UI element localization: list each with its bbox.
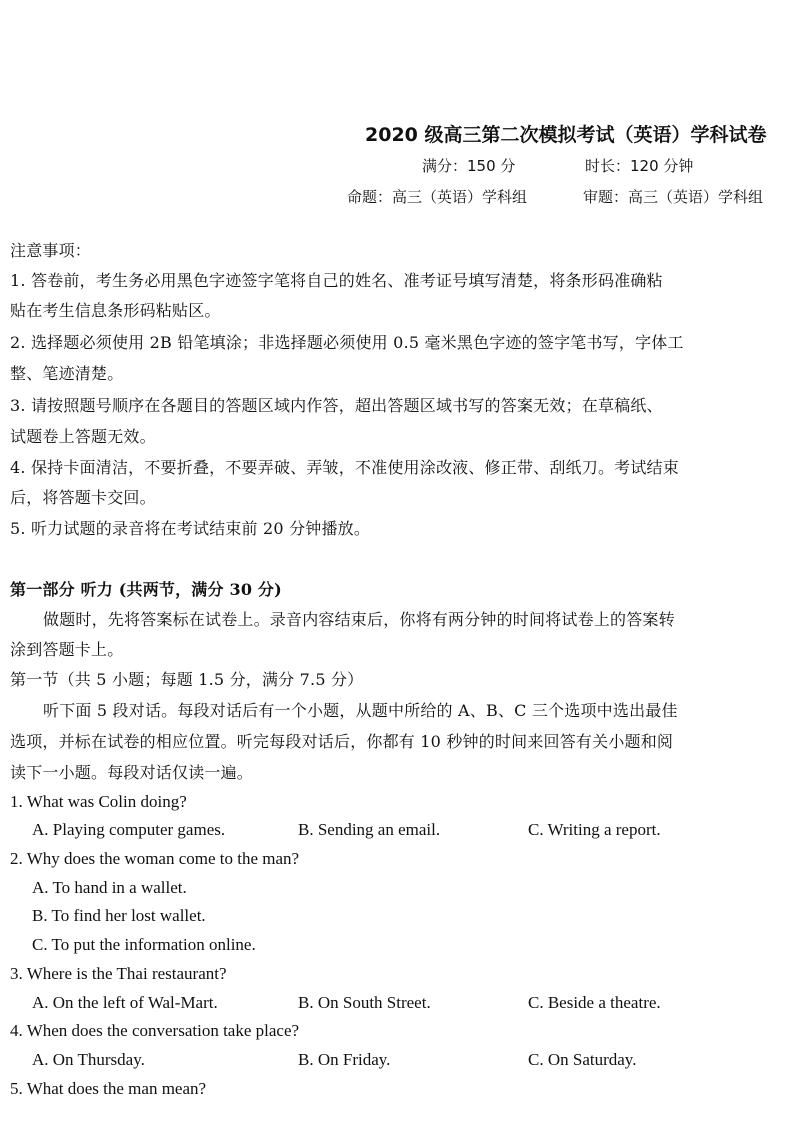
notes-line: 4. 保持卡面清洁，不要折叠，不要弄破、弄皱，不准使用涂改液、修正带、刮纸刀。考试结束 (10, 458, 679, 477)
option-a: A. To hand in a wallet. (32, 878, 187, 897)
question-2: 2. Why does the woman come to the man? (10, 849, 300, 868)
option-b: B. Sending an email. (298, 820, 441, 839)
question-1: 1. What was Colin doing? (10, 792, 187, 811)
notes-line: 整、笔迹清楚。 (10, 364, 124, 383)
notes-line: 后，将答题卡交回。 (10, 488, 156, 507)
part1-intro-line: 做题时，先将答案标在试卷上。录音内容结束后，你将有两分钟的时间将试卷上的答案转 (43, 610, 675, 629)
option-c: C. Beside a theatre. (528, 993, 661, 1012)
question-4: 4. When does the conversation take place? (10, 1021, 300, 1040)
section1-intro-line: 听下面 5 段对话。每段对话后有一个小题，从题中所给的 A、B、C 三个选项中选出最佳 (43, 701, 678, 720)
notes-line: 3. 请按照题号顺序在各题目的答题区域内作答，超出答题区域书写的答案无效；在草稿纸、 (10, 396, 663, 415)
option-a: A. On Thursday. (32, 1050, 145, 1069)
question-3: 3. Where is the Thai restaurant? (10, 964, 227, 983)
duration: 时长：120 分钟 (585, 157, 694, 175)
question-setter: 命题：高三（英语）学科组 (347, 188, 528, 206)
option-a: A. On the left of Wal-Mart. (32, 993, 218, 1012)
option-b: B. To find her lost wallet. (32, 906, 206, 925)
section1-heading: 第一节（共 5 小题；每题 1.5 分，满分 7.5 分） (10, 670, 364, 689)
part1-heading: 第一部分 听力 (共两节，满分 30 分) (10, 580, 282, 599)
option-c: C. To put the information online. (32, 935, 256, 954)
question-5: 5. What does the man mean? (10, 1079, 207, 1098)
section1-intro-line: 选项，并标在试卷的相应位置。听完每段对话后，你都有 10 秒钟的时间来回答有关小题和阅 (10, 732, 674, 751)
notes-line: 2. 选择题必须使用 2B 铅笔填涂；非选择题必须使用 0.5 毫米黑色字迹的签字笔书写，字体工 (10, 333, 684, 352)
option-a: A. Playing computer games. (32, 820, 226, 839)
notes-heading: 注意事项： (10, 241, 92, 260)
full-score: 满分：150 分 (422, 157, 516, 175)
option-b: B. On South Street. (298, 993, 431, 1012)
exam-title: 2020 级高三第二次模拟考试（英语）学科试卷 (365, 124, 767, 146)
reviewer: 审题：高三（英语）学科组 (583, 188, 764, 206)
notes-line: 1. 答卷前，考生务必用黑色字迹签字笔将自己的姓名、准考证号填写清楚，将条形码准确粘 (10, 271, 663, 290)
notes-line: 试题卷上答题无效。 (10, 427, 156, 446)
part1-intro-line: 涂到答题卡上。 (10, 640, 124, 659)
option-b: B. On Friday. (298, 1050, 391, 1069)
option-c: C. Writing a report. (528, 820, 661, 839)
notes-line: 贴在考生信息条形码粘贴区。 (10, 301, 221, 320)
option-c: C. On Saturday. (528, 1050, 637, 1069)
notes-line: 5. 听力试题的录音将在考试结束前 20 分钟播放。 (10, 519, 371, 538)
section1-intro-line: 读下一小题。每段对话仅读一遍。 (10, 763, 254, 782)
